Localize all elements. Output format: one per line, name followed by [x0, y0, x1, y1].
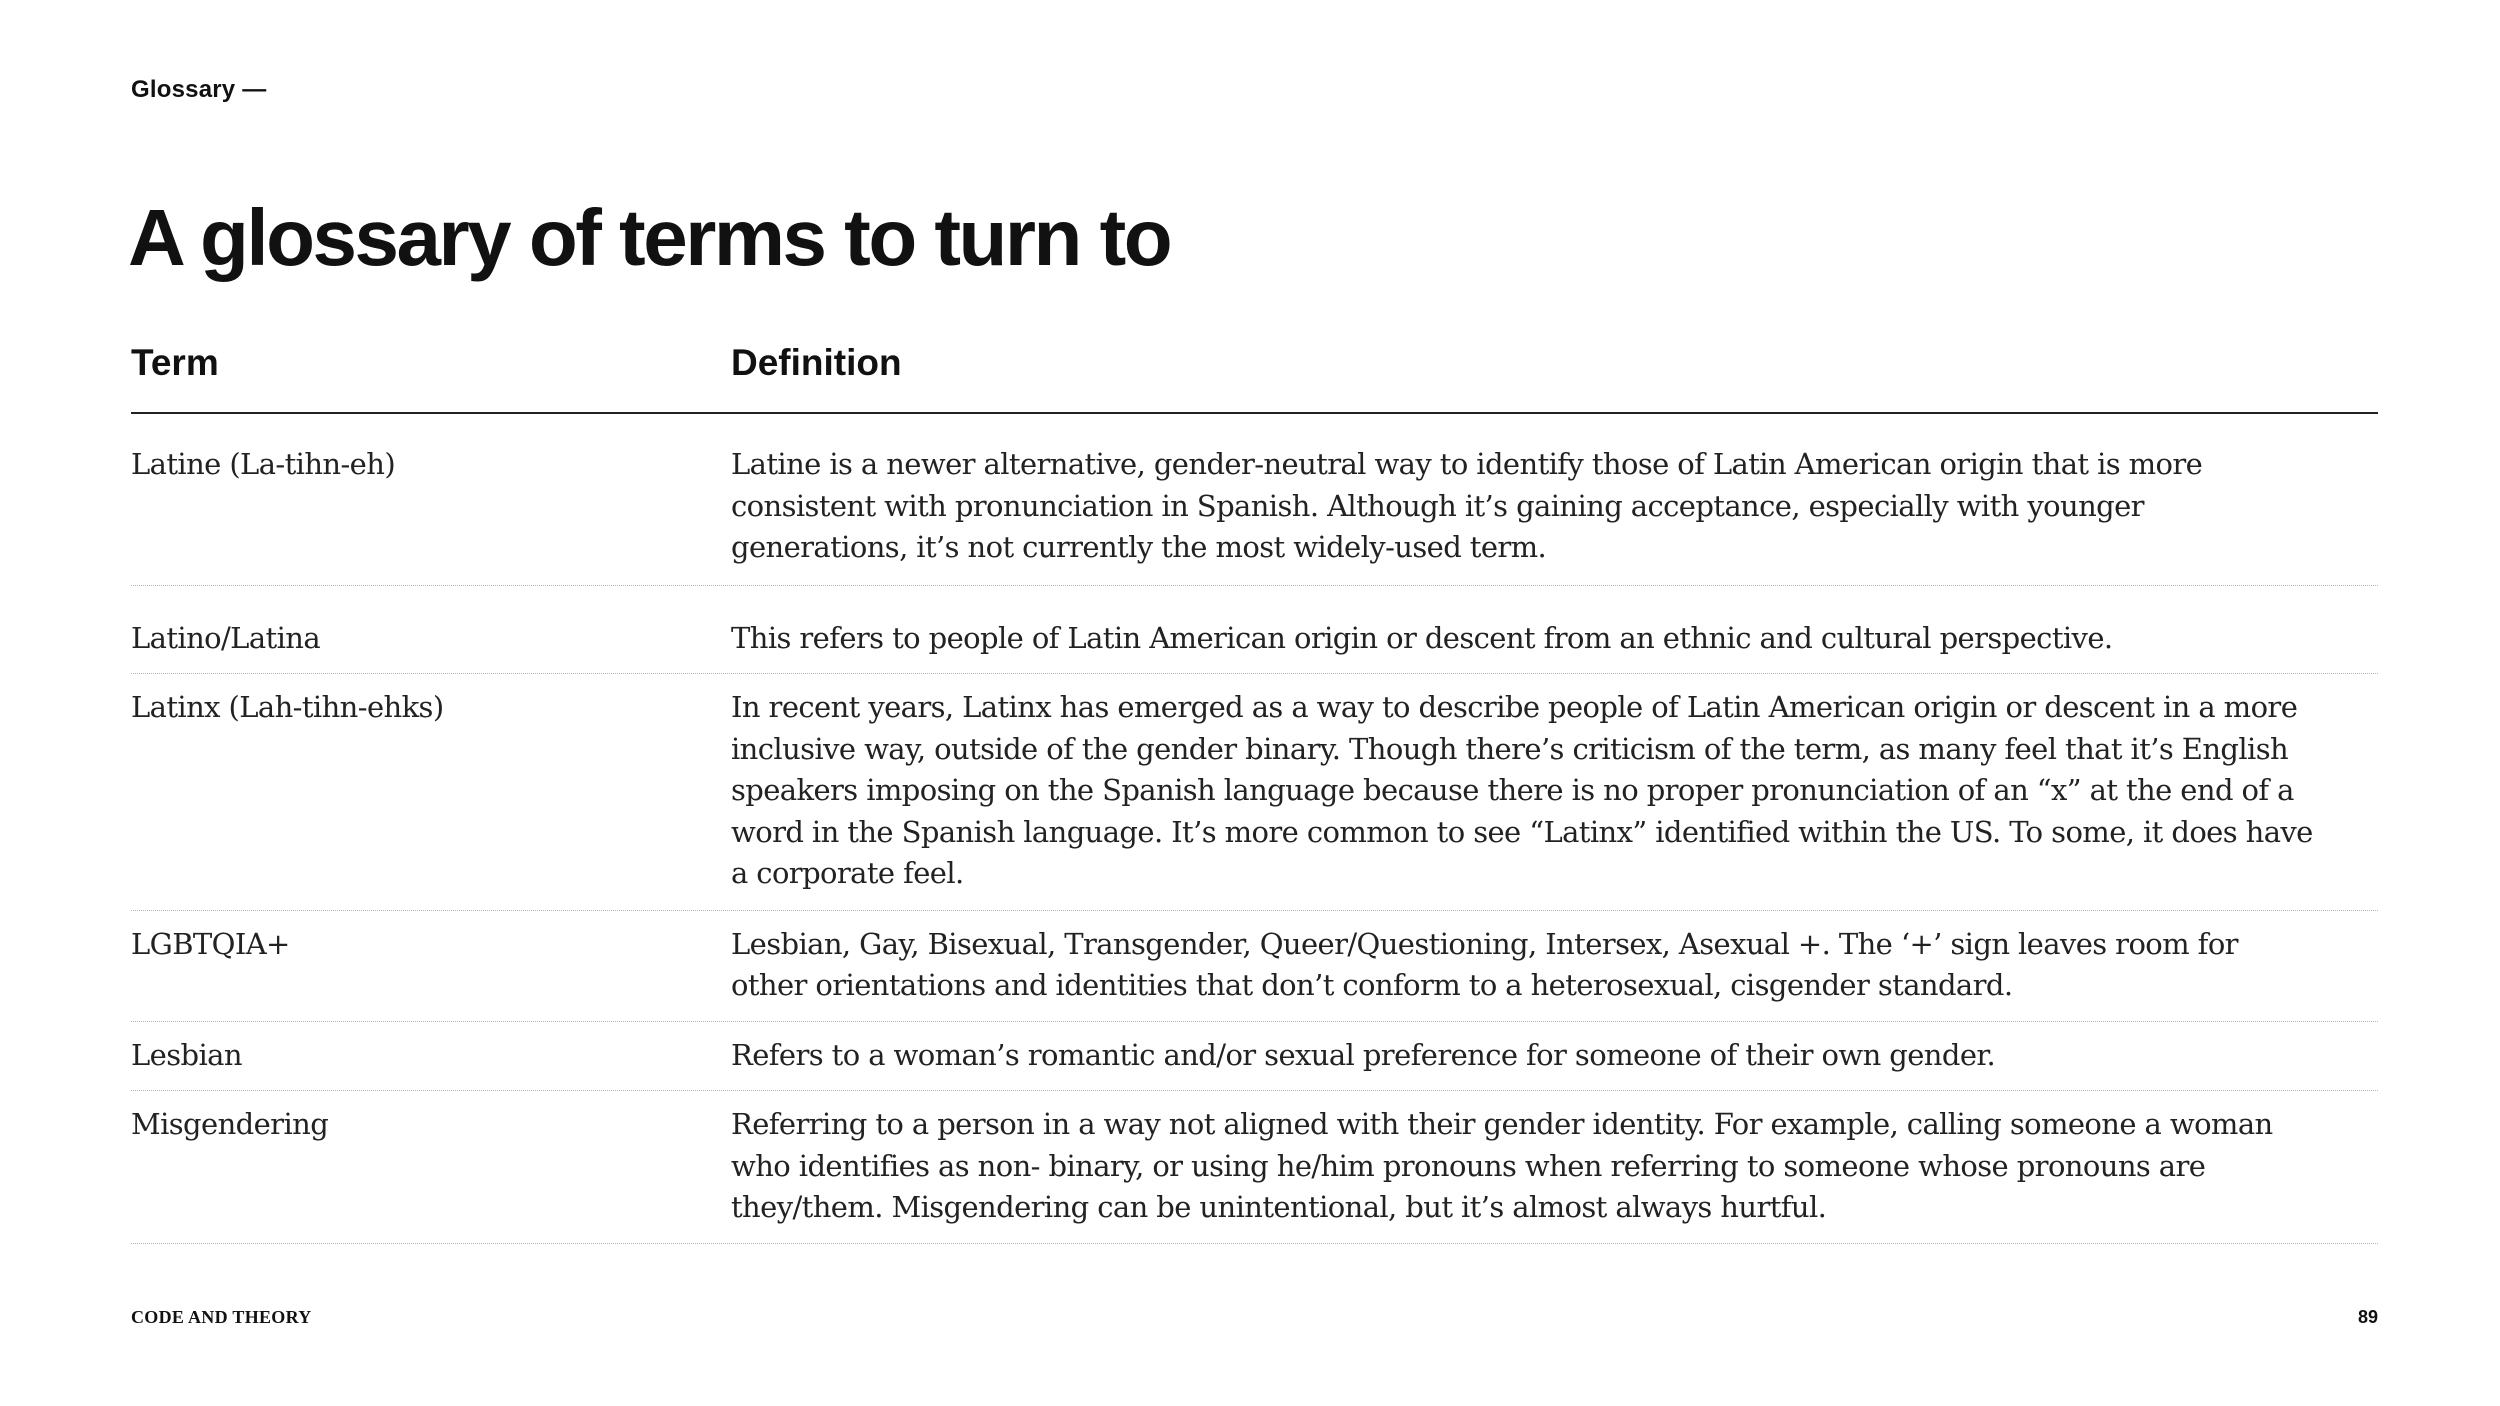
page-title: A glossary of terms to turn to [128, 193, 1171, 282]
term-cell: Latino/Latina [131, 620, 321, 655]
glossary-rows [131, 414, 2378, 1244]
term-cell: Misgendering [131, 1107, 329, 1141]
definition-cell: This refers to people of Latin American origin or descent from an ethnic and cultural perspective. [731, 620, 2113, 655]
glossary-table [131, 336, 2378, 1244]
term-cell: LGBTQIA+ [131, 926, 290, 961]
definition-cell: Refers to a woman’s romantic and/or sexual preference for someone of their own gender. [731, 1037, 1996, 1072]
table-row [131, 414, 2378, 586]
term-cell: Lesbian [131, 1037, 242, 1072]
table-row [131, 586, 2378, 675]
term-cell: Latine (La-tihn-eh) [131, 447, 396, 481]
table-row [131, 1022, 2378, 1092]
table-row [131, 674, 2378, 911]
term-column-header: Term [131, 342, 219, 383]
section-label: Glossary — [131, 76, 267, 103]
definition-column-header: Definition [731, 342, 902, 383]
table-header [131, 336, 2378, 414]
table-row [131, 911, 2378, 1022]
definition-cell: Lesbian, Gay, Bisexual, Transgender, Queer/Questioning, Intersex, Asexual +. The ‘+’ sign leaves room for other orientations and identities that don’t conform to a heterosexual, cisgender standard. [731, 926, 2238, 1002]
footer-brand: CODE AND THEORY [131, 1307, 312, 1327]
definition-cell: Latine is a newer alternative, gender-neutral way to identify those of Latin American origin that is more consistent with pronunciation in Spanish. Although it’s gaining acceptance, especially with younger generations, it’s not currently the most widely-used term. [731, 447, 2203, 564]
table-row [131, 1091, 2378, 1244]
page-number: 89 [2357, 1307, 2378, 1327]
definition-cell: In recent years, Latinx has emerged as a way to describe people of Latin American origin or descent in a more inclusive way, outside of the gender binary. Though there’s criticism of the term, as many feel that it’s English speakers imposing on the Spanish language because there is no proper pronunciation of an “x” at the end of a word in the Spanish language. It’s more common to see “Latinx” identified within the US. To some, it does have a corporate feel. [731, 690, 2313, 890]
definition-cell: Referring to a person in a way not aligned with their gender identity. For example, calling someone a woman who identifies as non- binary, or using he/him pronouns when referring to someone whose pronouns are they/them. Misgendering can be unintentional, but it’s almost always hurtful. [731, 1107, 2273, 1224]
term-cell: Latinx (Lah-tihn-ehks) [131, 690, 444, 724]
